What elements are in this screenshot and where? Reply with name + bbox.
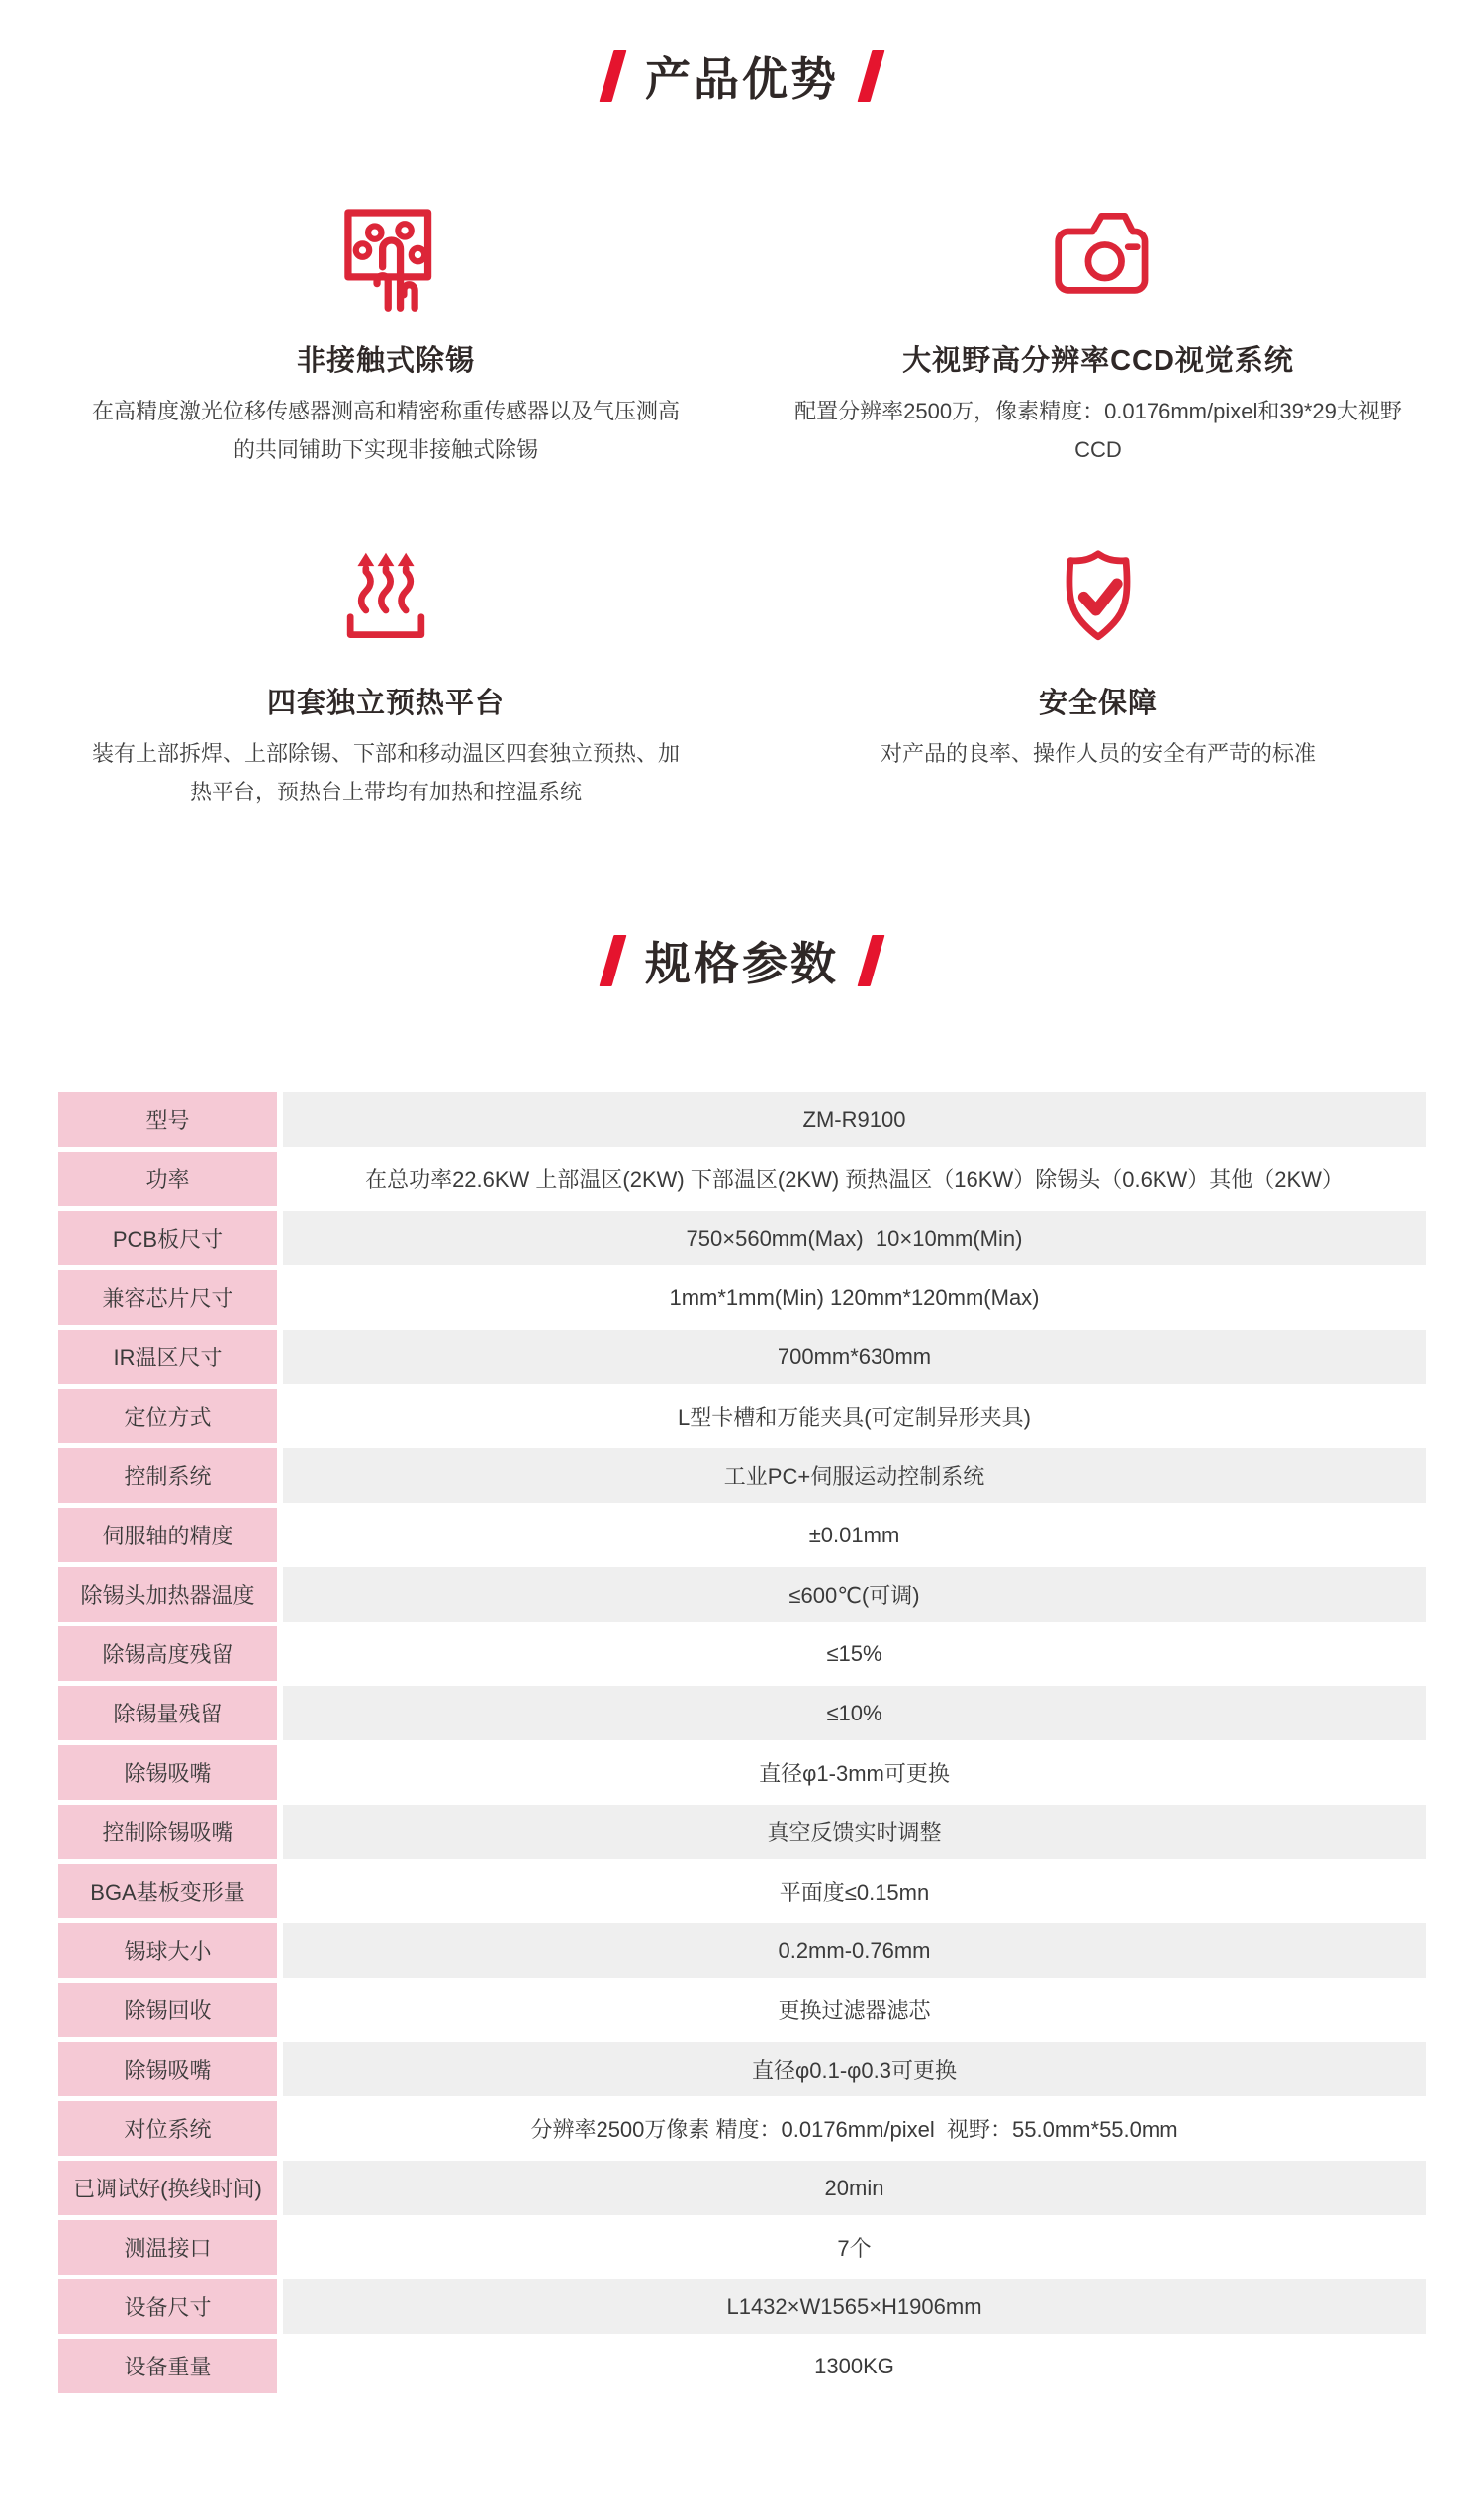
spec-value: L型卡槽和万能夹具(可定制异形夹具) [283, 1389, 1426, 1443]
red-slash-right-icon [858, 50, 885, 102]
spec-row [58, 2220, 1426, 2275]
feature-title: 非接触式除锡 [296, 345, 475, 377]
spec-label: 兼容芯片尺寸 [58, 1270, 277, 1325]
advantages-section [0, 44, 1484, 811]
spec-label: 对位系统 [58, 2101, 277, 2156]
spec-label: 除锡回收 [58, 1983, 277, 2037]
spec-row [58, 1092, 1426, 1147]
spec-label: 已调试好(换线时间) [58, 2161, 277, 2215]
spec-row [58, 1448, 1426, 1503]
spec-value: 真空反馈实时调整 [283, 1805, 1426, 1859]
feature-card [742, 546, 1454, 811]
spec-row [58, 1270, 1426, 1325]
spec-row [58, 2339, 1426, 2393]
spec-value: 1300KG [283, 2339, 1426, 2393]
spec-label: PCB板尺寸 [58, 1211, 277, 1265]
spec-label: 除锡量残留 [58, 1686, 277, 1740]
spec-row [58, 2101, 1426, 2156]
spec-label: BGA基板变形量 [58, 1864, 277, 1918]
spec-row [58, 1805, 1426, 1859]
spec-row [58, 1745, 1426, 1800]
feature-card [30, 204, 742, 469]
spec-value: 分辨率2500万像素 精度：0.0176mm/pixel 视野：55.0mm*55.0mm [283, 2101, 1426, 2156]
spec-value: 20min [283, 2161, 1426, 2215]
spec-label: 控制除锡吸嘴 [58, 1805, 277, 1859]
spec-table [58, 1092, 1426, 2454]
spec-value: ≤10% [283, 1686, 1426, 1740]
spec-row [58, 1330, 1426, 1384]
feature-card [30, 546, 742, 811]
feature-card [742, 204, 1454, 469]
spec-label: 功率 [58, 1152, 277, 1206]
red-slash-left-icon [600, 50, 627, 102]
spec-value: ≤15% [283, 1626, 1426, 1681]
spec-label: 型号 [58, 1092, 277, 1147]
advantages-title: 产品优势 [645, 53, 839, 105]
spec-row [58, 1211, 1426, 1265]
feature-desc: 装有上部拆焊、上部除锡、下部和移动温区四套独立预热、加热平台，预热台上带均有加热和控温系统 [91, 741, 680, 804]
spec-value: ZM-R9100 [283, 1092, 1426, 1147]
spec-value: ±0.01mm [283, 1508, 1426, 1562]
spec-label: 伺服轴的精度 [58, 1508, 277, 1562]
feature-title: 大视野高分辨率CCD视觉系统 [902, 345, 1294, 377]
spec-label: 除锡吸嘴 [58, 1745, 277, 1800]
spec-label: 除锡头加热器温度 [58, 1567, 277, 1622]
spec-label: 控制系统 [58, 1448, 277, 1503]
spec-label: 设备尺寸 [58, 2279, 277, 2334]
spec-label: 除锡吸嘴 [58, 2042, 277, 2096]
spec-row [58, 1508, 1426, 1562]
red-slash-left-icon [600, 935, 627, 986]
advantages-heading [0, 44, 1484, 109]
feature-desc: 对产品的良率、操作人员的安全有严苛的标准 [880, 741, 1316, 766]
spec-value: 700mm*630mm [283, 1330, 1426, 1384]
specs-section [0, 928, 1484, 2454]
spec-label: IR温区尺寸 [58, 1330, 277, 1384]
spec-row [58, 2161, 1426, 2215]
spec-row [58, 1864, 1426, 1918]
spec-row [58, 1923, 1426, 1978]
spec-value: 0.2mm-0.76mm [283, 1923, 1426, 1978]
spec-value: 7个 [283, 2220, 1426, 2275]
heating-platform-icon [330, 546, 441, 657]
spec-value: 直径φ0.1-φ0.3可更换 [283, 2042, 1426, 2096]
spec-value: ≤600℃(可调) [283, 1567, 1426, 1622]
spec-row [58, 1567, 1426, 1622]
spec-row [58, 2042, 1426, 2096]
spec-value: 更换过滤器滤芯 [283, 1983, 1426, 2037]
spec-row [58, 1983, 1426, 2037]
camera-icon [1043, 204, 1154, 315]
spec-row [58, 1686, 1426, 1740]
red-slash-right-icon [858, 935, 885, 986]
feature-desc: 在高精度激光位移传感器测高和精密称重传感器以及气压测高的共同铺助下实现非接触式除锡 [91, 399, 680, 462]
spec-value: 在总功率22.6KW 上部温区(2KW) 下部温区(2KW) 预热温区（16KW）除锡头（0.6KW）其他（2KW） [283, 1152, 1426, 1206]
spec-value: 直径φ1-3mm可更换 [283, 1745, 1426, 1800]
desoldering-icon [330, 204, 441, 315]
spec-row [58, 2279, 1426, 2334]
shield-check-icon [1043, 546, 1154, 657]
spec-label: 定位方式 [58, 1389, 277, 1443]
spec-label: 设备重量 [58, 2339, 277, 2393]
spec-label: 锡球大小 [58, 1923, 277, 1978]
spec-row [58, 1389, 1426, 1443]
specs-title: 规格参数 [645, 938, 839, 989]
specs-heading [0, 928, 1484, 993]
spec-label: 测温接口 [58, 2220, 277, 2275]
spec-value: 1mm*1mm(Min) 120mm*120mm(Max) [283, 1270, 1426, 1325]
feature-desc: 配置分辨率2500万，像素精度：0.0176mm/pixel和39*29大视野CCD [794, 399, 1402, 462]
spec-row [58, 1626, 1426, 1681]
spec-label: 除锡高度残留 [58, 1626, 277, 1681]
spec-row [58, 1152, 1426, 1206]
spec-value: 工业PC+伺服运动控制系统 [283, 1448, 1426, 1503]
feature-title: 安全保障 [1038, 688, 1158, 719]
features-grid [30, 204, 1454, 811]
feature-title: 四套独立预热平台 [266, 688, 505, 719]
spec-value: 平面度≤0.15mn [283, 1864, 1426, 1918]
spec-value: L1432×W1565×H1906mm [283, 2279, 1426, 2334]
spec-value: 750×560mm(Max) 10×10mm(Min) [283, 1211, 1426, 1265]
